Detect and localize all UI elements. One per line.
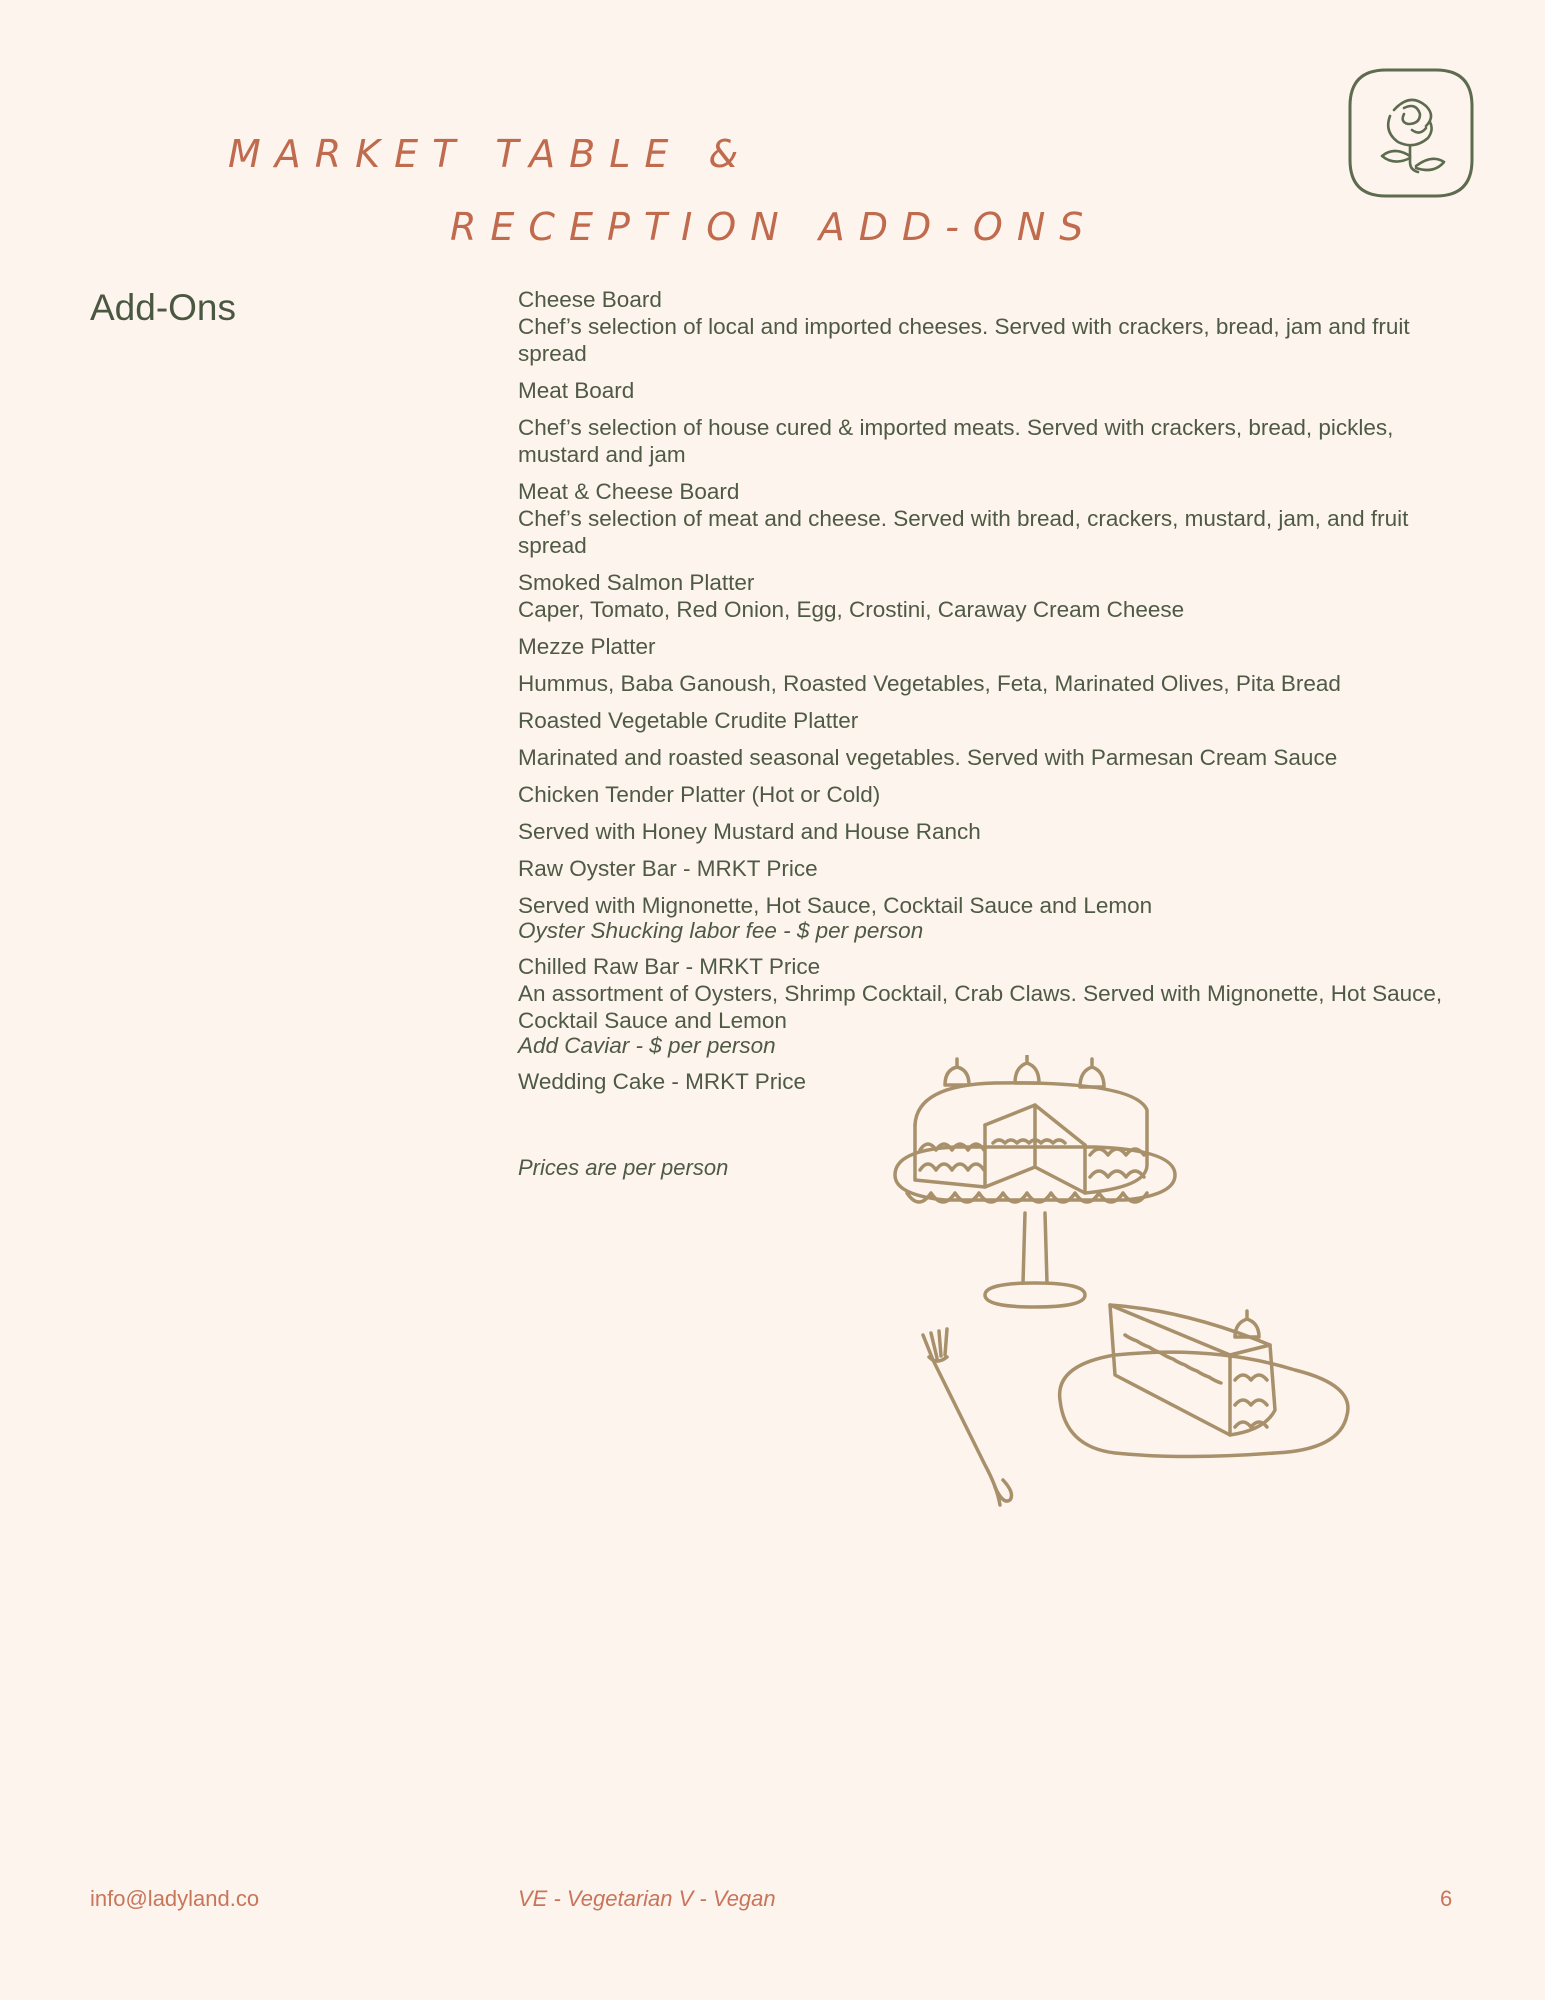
section-heading: Add-Ons bbox=[90, 287, 237, 328]
item-name: Meat & Cheese Board bbox=[518, 479, 740, 504]
menu-item bbox=[518, 569, 1468, 623]
menu-item bbox=[518, 377, 1468, 468]
footer-email: info@ladyland.co bbox=[90, 1886, 260, 1911]
page-title-line-2: RECEPTION ADD-ONS bbox=[450, 205, 1098, 249]
menu-item bbox=[518, 953, 1468, 1058]
item-description: Chef’s selection of local and imported cheeses. Served with crackers, bread, jam and fruit spread bbox=[518, 314, 1410, 366]
item-name: Chilled Raw Bar - MRKT Price bbox=[518, 954, 821, 979]
page-title-line-1: MARKET TABLE & bbox=[228, 132, 753, 176]
menu-list bbox=[518, 286, 1468, 1105]
item-description: Served with Honey Mustard and House Ranch bbox=[518, 819, 981, 844]
page-number: 6 bbox=[1440, 1886, 1453, 1911]
item-name: Cheese Board bbox=[518, 287, 662, 312]
menu-item bbox=[518, 707, 1468, 771]
prices-note: Prices are per person bbox=[518, 1155, 729, 1180]
item-note: Oyster Shucking labor fee - $ per person bbox=[518, 918, 924, 943]
item-name: Raw Oyster Bar - MRKT Price bbox=[518, 856, 818, 881]
rose-icon bbox=[1346, 66, 1476, 200]
item-name: Meat Board bbox=[518, 378, 635, 403]
item-description: An assortment of Oysters, Shrimp Cocktail, Crab Claws. Served with Mignonette, Hot Sauce, Cocktail Sauce and Lemon bbox=[518, 981, 1443, 1033]
item-description: Chef’s selection of house cured & imported meats. Served with crackers, bread, pickles, mustard and jam bbox=[518, 415, 1394, 467]
item-description: Hummus, Baba Ganoush, Roasted Vegetables, Feta, Marinated Olives, Pita Bread bbox=[518, 671, 1341, 696]
item-name: Chicken Tender Platter (Hot or Cold) bbox=[518, 782, 881, 807]
menu-item bbox=[518, 633, 1468, 697]
footer-legend: VE - Vegetarian V - Vegan bbox=[518, 1886, 776, 1911]
item-name: Wedding Cake - MRKT Price bbox=[518, 1069, 807, 1094]
menu-item bbox=[518, 781, 1468, 845]
item-note: Add Caviar - $ per person bbox=[518, 1033, 776, 1058]
menu-item bbox=[518, 286, 1468, 367]
item-description: Chef’s selection of meat and cheese. Served with bread, crackers, mustard, jam, and fruit spread bbox=[518, 506, 1409, 558]
cake-illustration-icon bbox=[885, 1055, 1365, 1515]
item-description: Marinated and roasted seasonal vegetables. Served with Parmesan Cream Sauce bbox=[518, 745, 1338, 770]
item-name: Roasted Vegetable Crudite Platter bbox=[518, 708, 859, 733]
menu-item bbox=[518, 478, 1468, 559]
item-description: Served with Mignonette, Hot Sauce, Cocktail Sauce and Lemon bbox=[518, 893, 1153, 918]
menu-item bbox=[518, 855, 1468, 943]
item-name: Mezze Platter bbox=[518, 634, 656, 659]
item-name: Smoked Salmon Platter bbox=[518, 570, 755, 595]
item-description: Caper, Tomato, Red Onion, Egg, Crostini, Caraway Cream Cheese bbox=[518, 597, 1185, 622]
